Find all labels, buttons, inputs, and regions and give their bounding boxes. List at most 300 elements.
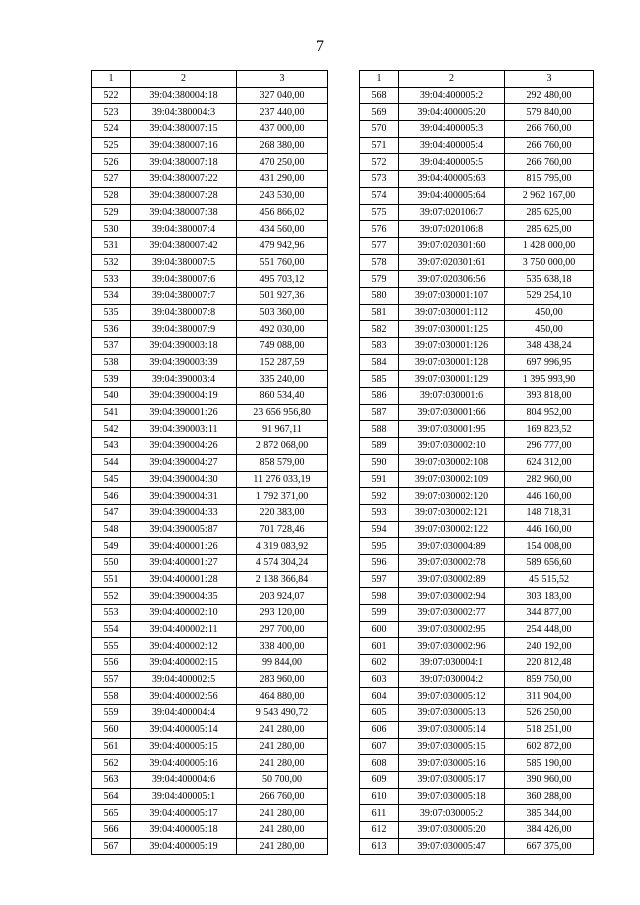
table-row (360, 771, 594, 788)
table-row (360, 755, 594, 772)
value-cell: 479 942,96 (237, 237, 328, 254)
row-number-cell: 543 (92, 438, 131, 455)
value-cell: 464 880,00 (237, 688, 328, 705)
row-number-cell: 589 (360, 438, 399, 455)
cadastral-number-cell: 39:04:400004:4 (131, 705, 237, 722)
row-number-cell: 577 (360, 237, 399, 254)
row-number-cell: 541 (92, 404, 131, 421)
row-number-cell: 555 (92, 638, 131, 655)
table-row (92, 438, 328, 455)
cadastral-number-cell: 39:07:030001:107 (399, 287, 505, 304)
table-row (360, 838, 594, 855)
value-cell: 2 138 366,84 (237, 571, 328, 588)
table-row (360, 287, 594, 304)
table-row (92, 721, 328, 738)
row-number-cell: 539 (92, 371, 131, 388)
table-row (360, 655, 594, 672)
value-cell: 240 192,00 (505, 638, 594, 655)
cadastral-number-cell: 39:04:400005:18 (131, 821, 237, 838)
value-cell: 360 288,00 (505, 788, 594, 805)
value-cell: 385 344,00 (505, 805, 594, 822)
table-row (92, 471, 328, 488)
cadastral-number-cell: 39:07:030005:47 (399, 838, 505, 855)
table-row (92, 104, 328, 121)
value-cell: 450,00 (505, 321, 594, 338)
row-number-cell: 586 (360, 388, 399, 405)
table-row (360, 237, 594, 254)
row-number-cell: 523 (92, 104, 131, 121)
row-number-cell: 530 (92, 221, 131, 238)
row-number-cell: 522 (92, 87, 131, 104)
table-row (360, 805, 594, 822)
register-table-right (359, 70, 594, 855)
row-number-cell: 563 (92, 771, 131, 788)
table-row (92, 237, 328, 254)
table-row (92, 688, 328, 705)
row-number-cell: 596 (360, 554, 399, 571)
row-number-cell: 540 (92, 388, 131, 405)
cadastral-number-cell: 39:04:380004:18 (131, 87, 237, 104)
cadastral-number-cell: 39:07:030001:129 (399, 371, 505, 388)
row-number-cell: 566 (92, 821, 131, 838)
column-header-cadastral-number: 2 (131, 71, 237, 88)
row-number-cell: 598 (360, 588, 399, 605)
row-number-cell: 560 (92, 721, 131, 738)
cadastral-number-cell: 39:04:400005:3 (399, 121, 505, 138)
cadastral-number-cell: 39:07:030001:125 (399, 321, 505, 338)
table-row (360, 87, 594, 104)
row-number-cell: 553 (92, 605, 131, 622)
row-number-cell: 599 (360, 605, 399, 622)
cadastral-number-cell: 39:04:390003:4 (131, 371, 237, 388)
value-cell: 2 962 167,00 (505, 187, 594, 204)
cadastral-number-cell: 39:04:390004:30 (131, 471, 237, 488)
table-row (360, 187, 594, 204)
table-row (92, 755, 328, 772)
table-row (360, 304, 594, 321)
row-number-cell: 572 (360, 154, 399, 171)
value-cell: 220 383,00 (237, 504, 328, 521)
value-cell: 390 960,00 (505, 771, 594, 788)
cadastral-number-cell: 39:07:030005:20 (399, 821, 505, 838)
row-number-cell: 568 (360, 87, 399, 104)
table-row (360, 471, 594, 488)
row-number-cell: 525 (92, 137, 131, 154)
row-number-cell: 612 (360, 821, 399, 838)
row-number-cell: 602 (360, 655, 399, 672)
row-number-cell: 533 (92, 271, 131, 288)
row-number-cell: 542 (92, 421, 131, 438)
row-number-cell: 557 (92, 671, 131, 688)
cadastral-number-cell: 39:04:380004:3 (131, 104, 237, 121)
value-cell: 384 426,00 (505, 821, 594, 838)
cadastral-number-cell: 39:04:390004:19 (131, 388, 237, 405)
value-cell: 91 967,11 (237, 421, 328, 438)
cadastral-number-cell: 39:04:390004:35 (131, 588, 237, 605)
cadastral-number-cell: 39:04:390005:87 (131, 521, 237, 538)
value-cell: 749 088,00 (237, 338, 328, 355)
cadastral-number-cell: 39:04:400001:28 (131, 571, 237, 588)
cadastral-number-cell: 39:04:380007:5 (131, 254, 237, 271)
table-row (360, 321, 594, 338)
value-cell: 23 656 956,80 (237, 404, 328, 421)
table-row (92, 454, 328, 471)
cadastral-number-cell: 39:04:390004:33 (131, 504, 237, 521)
cadastral-number-cell: 39:04:400002:15 (131, 655, 237, 672)
cadastral-number-cell: 39:04:380007:8 (131, 304, 237, 321)
row-number-cell: 579 (360, 271, 399, 288)
table-row (92, 87, 328, 104)
cadastral-number-cell: 39:07:030005:18 (399, 788, 505, 805)
row-number-cell: 578 (360, 254, 399, 271)
row-number-cell: 528 (92, 187, 131, 204)
row-number-cell: 608 (360, 755, 399, 772)
column-header-number: 1 (360, 71, 399, 88)
table-row (360, 588, 594, 605)
row-number-cell: 588 (360, 421, 399, 438)
row-number-cell: 536 (92, 321, 131, 338)
table-row (92, 154, 328, 171)
row-number-cell: 551 (92, 571, 131, 588)
table-row (360, 221, 594, 238)
value-cell: 45 515,52 (505, 571, 594, 588)
table-row (92, 671, 328, 688)
cadastral-number-cell: 39:04:390003:39 (131, 354, 237, 371)
value-cell: 241 280,00 (237, 805, 328, 822)
row-number-cell: 535 (92, 304, 131, 321)
cadastral-number-cell: 39:07:030001:126 (399, 338, 505, 355)
table-row (360, 121, 594, 138)
cadastral-number-cell: 39:04:400005:15 (131, 738, 237, 755)
row-number-cell: 569 (360, 104, 399, 121)
row-number-cell: 605 (360, 705, 399, 722)
value-cell: 285 625,00 (505, 204, 594, 221)
row-number-cell: 550 (92, 554, 131, 571)
column-header-value: 3 (505, 71, 594, 88)
table-row (92, 738, 328, 755)
row-number-cell: 546 (92, 488, 131, 505)
row-number-cell: 556 (92, 655, 131, 672)
cadastral-number-cell: 39:07:030004:2 (399, 671, 505, 688)
table-row (360, 454, 594, 471)
cadastral-number-cell: 39:04:400002:56 (131, 688, 237, 705)
value-cell: 602 872,00 (505, 738, 594, 755)
table-row (360, 638, 594, 655)
column-header-value: 3 (237, 71, 328, 88)
cadastral-number-cell: 39:07:030002:96 (399, 638, 505, 655)
value-cell: 551 760,00 (237, 254, 328, 271)
table-row (92, 655, 328, 672)
table-row (92, 421, 328, 438)
value-cell: 624 312,00 (505, 454, 594, 471)
table-row (92, 187, 328, 204)
cadastral-number-cell: 39:04:380007:4 (131, 221, 237, 238)
cadastral-number-cell: 39:04:400001:27 (131, 554, 237, 571)
cadastral-number-cell: 39:07:020306:56 (399, 271, 505, 288)
value-cell: 495 703,12 (237, 271, 328, 288)
cadastral-number-cell: 39:07:020106:7 (399, 204, 505, 221)
value-cell: 526 250,00 (505, 705, 594, 722)
row-number-cell: 561 (92, 738, 131, 755)
table-row (92, 171, 328, 188)
value-cell: 243 530,00 (237, 187, 328, 204)
value-cell: 450,00 (505, 304, 594, 321)
value-cell: 266 760,00 (237, 788, 328, 805)
table-row (360, 738, 594, 755)
table-row (360, 688, 594, 705)
cadastral-number-cell: 39:04:400004:6 (131, 771, 237, 788)
table-row (360, 438, 594, 455)
cadastral-number-cell: 39:07:030005:15 (399, 738, 505, 755)
value-cell: 296 777,00 (505, 438, 594, 455)
row-number-cell: 603 (360, 671, 399, 688)
table-row (92, 287, 328, 304)
table-row (92, 821, 328, 838)
cadastral-number-cell: 39:04:400005:63 (399, 171, 505, 188)
value-cell: 297 700,00 (237, 621, 328, 638)
table-row (92, 838, 328, 855)
cadastral-number-cell: 39:04:390003:11 (131, 421, 237, 438)
row-number-cell: 565 (92, 805, 131, 822)
cadastral-number-cell: 39:04:380007:16 (131, 137, 237, 154)
cadastral-number-cell: 39:07:030005:13 (399, 705, 505, 722)
value-cell: 292 480,00 (505, 87, 594, 104)
value-cell: 285 625,00 (505, 221, 594, 238)
table-row (92, 321, 328, 338)
cadastral-number-cell: 39:07:030002:77 (399, 605, 505, 622)
table-row (92, 705, 328, 722)
table-row (92, 254, 328, 271)
row-number-cell: 613 (360, 838, 399, 855)
table-row (92, 621, 328, 638)
table-row (360, 388, 594, 405)
row-number-cell: 591 (360, 471, 399, 488)
row-number-cell: 526 (92, 154, 131, 171)
row-number-cell: 571 (360, 137, 399, 154)
value-cell: 241 280,00 (237, 821, 328, 838)
column-header-number: 1 (92, 71, 131, 88)
value-cell: 470 250,00 (237, 154, 328, 171)
row-number-cell: 534 (92, 287, 131, 304)
row-number-cell: 582 (360, 321, 399, 338)
table-row (92, 338, 328, 355)
value-cell: 203 924,07 (237, 588, 328, 605)
table-row (360, 254, 594, 271)
cadastral-number-cell: 39:04:400005:16 (131, 755, 237, 772)
cadastral-number-cell: 39:07:030002:89 (399, 571, 505, 588)
table-row (360, 621, 594, 638)
table-row (360, 154, 594, 171)
cadastral-number-cell: 39:04:400005:5 (399, 154, 505, 171)
row-number-cell: 610 (360, 788, 399, 805)
value-cell: 697 996,95 (505, 354, 594, 371)
table-row (360, 521, 594, 538)
value-cell: 701 728,46 (237, 521, 328, 538)
cadastral-number-cell: 39:04:400002:5 (131, 671, 237, 688)
row-number-cell: 574 (360, 187, 399, 204)
cadastral-number-cell: 39:07:020106:8 (399, 221, 505, 238)
page-number: 7 (316, 38, 324, 55)
table-header-row (92, 71, 328, 88)
row-number-cell: 584 (360, 354, 399, 371)
value-cell: 860 534,40 (237, 388, 328, 405)
table-row (360, 204, 594, 221)
value-cell: 154 008,00 (505, 538, 594, 555)
row-number-cell: 554 (92, 621, 131, 638)
row-number-cell: 527 (92, 171, 131, 188)
value-cell: 446 160,00 (505, 521, 594, 538)
row-number-cell: 564 (92, 788, 131, 805)
cadastral-number-cell: 39:04:380007:22 (131, 171, 237, 188)
cadastral-number-cell: 39:04:380007:42 (131, 237, 237, 254)
table-row (360, 404, 594, 421)
row-number-cell: 570 (360, 121, 399, 138)
row-number-cell: 545 (92, 471, 131, 488)
cadastral-number-cell: 39:07:030004:1 (399, 655, 505, 672)
row-number-cell: 592 (360, 488, 399, 505)
table-row (360, 605, 594, 622)
cadastral-number-cell: 39:04:400005:19 (131, 838, 237, 855)
table-row (360, 821, 594, 838)
table-row (92, 488, 328, 505)
cadastral-number-cell: 39:07:030001:66 (399, 404, 505, 421)
value-cell: 804 952,00 (505, 404, 594, 421)
table-row (92, 638, 328, 655)
cadastral-number-cell: 39:07:030002:121 (399, 504, 505, 521)
row-number-cell: 597 (360, 571, 399, 588)
value-cell: 529 254,10 (505, 287, 594, 304)
row-number-cell: 548 (92, 521, 131, 538)
cadastral-number-cell: 39:04:400002:12 (131, 638, 237, 655)
value-cell: 241 280,00 (237, 721, 328, 738)
value-cell: 148 718,31 (505, 504, 594, 521)
cadastral-number-cell: 39:07:030001:6 (399, 388, 505, 405)
table-row (360, 421, 594, 438)
row-number-cell: 575 (360, 204, 399, 221)
row-number-cell: 600 (360, 621, 399, 638)
row-number-cell: 558 (92, 688, 131, 705)
register-table-left (91, 70, 328, 855)
table-row (360, 137, 594, 154)
row-number-cell: 573 (360, 171, 399, 188)
value-cell: 282 960,00 (505, 471, 594, 488)
value-cell: 1 428 000,00 (505, 237, 594, 254)
value-cell: 241 280,00 (237, 738, 328, 755)
value-cell: 152 287,59 (237, 354, 328, 371)
table-row (92, 771, 328, 788)
row-number-cell: 537 (92, 338, 131, 355)
table-row (92, 371, 328, 388)
table-row (360, 488, 594, 505)
cadastral-number-cell: 39:07:030002:10 (399, 438, 505, 455)
row-number-cell: 552 (92, 588, 131, 605)
row-number-cell: 580 (360, 287, 399, 304)
value-cell: 431 290,00 (237, 171, 328, 188)
value-cell: 535 638,18 (505, 271, 594, 288)
row-number-cell: 524 (92, 121, 131, 138)
table-row (360, 705, 594, 722)
table-row (92, 388, 328, 405)
value-cell: 50 700,00 (237, 771, 328, 788)
table-row (360, 504, 594, 521)
value-cell: 293 120,00 (237, 605, 328, 622)
value-cell: 815 795,00 (505, 171, 594, 188)
row-number-cell: 549 (92, 538, 131, 555)
value-cell: 858 579,00 (237, 454, 328, 471)
table-row (360, 671, 594, 688)
row-number-cell: 544 (92, 454, 131, 471)
table-row (92, 204, 328, 221)
table-row (360, 571, 594, 588)
value-cell: 283 960,00 (237, 671, 328, 688)
table-row (92, 538, 328, 555)
row-number-cell: 594 (360, 521, 399, 538)
cadastral-number-cell: 39:04:400002:10 (131, 605, 237, 622)
value-cell: 579 840,00 (505, 104, 594, 121)
row-number-cell: 547 (92, 504, 131, 521)
value-cell: 11 276 033,19 (237, 471, 328, 488)
cadastral-number-cell: 39:07:030002:109 (399, 471, 505, 488)
cadastral-number-cell: 39:07:030002:78 (399, 554, 505, 571)
value-cell: 335 240,00 (237, 371, 328, 388)
table-row (92, 521, 328, 538)
table-row (92, 571, 328, 588)
cadastral-number-cell: 39:07:030002:108 (399, 454, 505, 471)
value-cell: 2 872 068,00 (237, 438, 328, 455)
table-row (92, 588, 328, 605)
cadastral-number-cell: 39:07:030005:16 (399, 755, 505, 772)
table-row (92, 788, 328, 805)
value-cell: 266 760,00 (505, 121, 594, 138)
row-number-cell: 607 (360, 738, 399, 755)
value-cell: 859 750,00 (505, 671, 594, 688)
value-cell: 434 560,00 (237, 221, 328, 238)
column-header-cadastral-number: 2 (399, 71, 505, 88)
value-cell: 268 380,00 (237, 137, 328, 154)
table-row (92, 304, 328, 321)
row-number-cell: 585 (360, 371, 399, 388)
row-number-cell: 601 (360, 638, 399, 655)
value-cell: 241 280,00 (237, 838, 328, 855)
value-cell: 393 818,00 (505, 388, 594, 405)
row-number-cell: 611 (360, 805, 399, 822)
table-row (360, 371, 594, 388)
row-number-cell: 604 (360, 688, 399, 705)
row-number-cell: 609 (360, 771, 399, 788)
table-row (360, 104, 594, 121)
row-number-cell: 531 (92, 237, 131, 254)
cadastral-number-cell: 39:07:030005:12 (399, 688, 505, 705)
cadastral-number-cell: 39:04:400005:4 (399, 137, 505, 154)
cadastral-number-cell: 39:04:380007:9 (131, 321, 237, 338)
table-row (92, 805, 328, 822)
value-cell: 220 812,48 (505, 655, 594, 672)
cadastral-number-cell: 39:04:390003:18 (131, 338, 237, 355)
table-row (360, 271, 594, 288)
value-cell: 311 904,00 (505, 688, 594, 705)
value-cell: 254 448,00 (505, 621, 594, 638)
cadastral-number-cell: 39:07:030001:95 (399, 421, 505, 438)
table-row (360, 554, 594, 571)
cadastral-number-cell: 39:07:020301:61 (399, 254, 505, 271)
row-number-cell: 538 (92, 354, 131, 371)
value-cell: 338 400,00 (237, 638, 328, 655)
value-cell: 99 844,00 (237, 655, 328, 672)
value-cell: 492 030,00 (237, 321, 328, 338)
cadastral-number-cell: 39:04:390004:27 (131, 454, 237, 471)
value-cell: 3 750 000,00 (505, 254, 594, 271)
cadastral-number-cell: 39:04:400005:1 (131, 788, 237, 805)
